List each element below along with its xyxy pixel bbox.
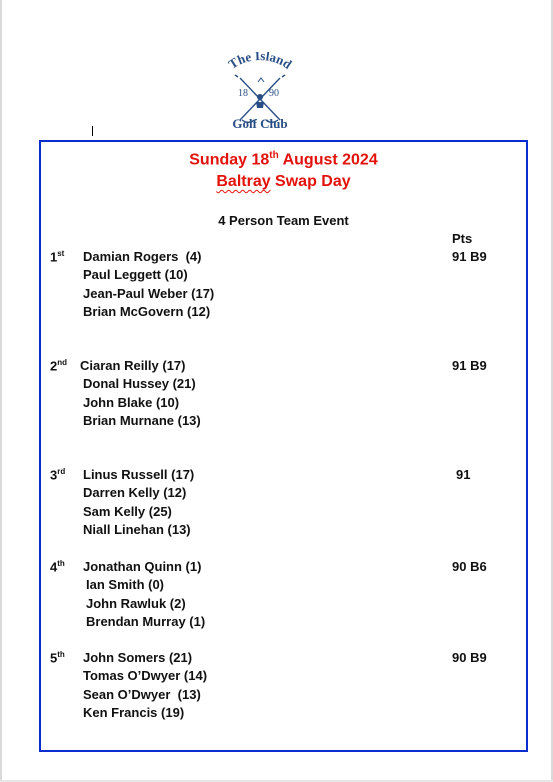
- team-member: Jonathan Quinn (1): [83, 559, 202, 574]
- place-number: 2: [50, 358, 58, 374]
- points-header: Pts: [452, 231, 473, 246]
- place-label: [50, 559, 65, 574]
- team-member: Ken Francis (19): [83, 704, 185, 720]
- team-member: John Rawluk (2): [86, 595, 186, 611]
- place-suffix: st: [57, 249, 65, 258]
- team-score: 91: [456, 467, 471, 482]
- place-label: [50, 249, 64, 264]
- event-type: 4 Person Team Event: [218, 213, 349, 228]
- team-member: Paul Leggett (10): [83, 267, 188, 283]
- place-suffix: th: [57, 559, 65, 568]
- team-member: Brendan Murray (1): [86, 613, 206, 629]
- team-member: Damian Rogers (4): [83, 249, 202, 264]
- subtitle-venue: Baltray: [216, 173, 271, 190]
- team-member: Niall Linehan (13): [83, 521, 191, 537]
- place-suffix: th: [57, 650, 65, 659]
- team-member: Brian McGovern (12): [83, 303, 211, 319]
- page-subtitle: [41, 173, 526, 191]
- team-score: 90 B6: [452, 559, 487, 574]
- team-member: Darren Kelly (12): [83, 485, 187, 501]
- team-member: Donal Hussey (21): [83, 376, 196, 392]
- svg-text:The Island: [226, 52, 296, 72]
- team-member: John Blake (10): [83, 394, 180, 410]
- logo-year-right: 90: [269, 88, 279, 99]
- place-number: 4: [50, 559, 58, 575]
- team-member: John Somers (21): [83, 650, 193, 665]
- place-label: [50, 358, 67, 373]
- team-member: Ciaran Reilly (17): [80, 358, 186, 373]
- page-title: [41, 150, 526, 169]
- title-day-suffix: th: [269, 150, 279, 161]
- club-logo: [214, 52, 306, 136]
- title-day: Sunday 18: [189, 151, 270, 169]
- text-cursor: [92, 126, 93, 136]
- title-month-year: August 2024: [278, 151, 378, 169]
- team-member: Jean-Paul Weber (17): [83, 285, 215, 301]
- team-member: Brian Murnane (13): [83, 412, 201, 428]
- team-member: Tomas O’Dwyer (14): [83, 668, 208, 684]
- subtitle-rest: Swap Day: [270, 173, 351, 190]
- place-suffix: nd: [57, 358, 68, 367]
- place-number: 3: [50, 467, 58, 483]
- team-score: 91 B9: [452, 249, 487, 264]
- place-label: [50, 467, 65, 482]
- place-number: 5: [50, 650, 58, 666]
- page-edge-left: [0, 0, 2, 782]
- results-frame: [39, 140, 528, 752]
- logo-bottom-text: Golf Club: [232, 116, 288, 131]
- team-member: Ian Smith (0): [86, 577, 165, 593]
- team-score: 90 B9: [452, 650, 487, 665]
- logo-year-left: 18: [238, 88, 248, 99]
- team-member: Sam Kelly (25): [83, 503, 172, 519]
- team-score: 91 B9: [452, 358, 487, 373]
- team-member: Linus Russell (17): [83, 467, 195, 482]
- team-member: Sean O’Dwyer (13): [83, 686, 201, 702]
- golf-club-crest-icon: [214, 52, 306, 136]
- logo-top-text: The Island: [225, 52, 295, 72]
- place-number: 1: [50, 249, 58, 265]
- place-suffix: rd: [57, 467, 66, 476]
- place-label: [50, 650, 65, 665]
